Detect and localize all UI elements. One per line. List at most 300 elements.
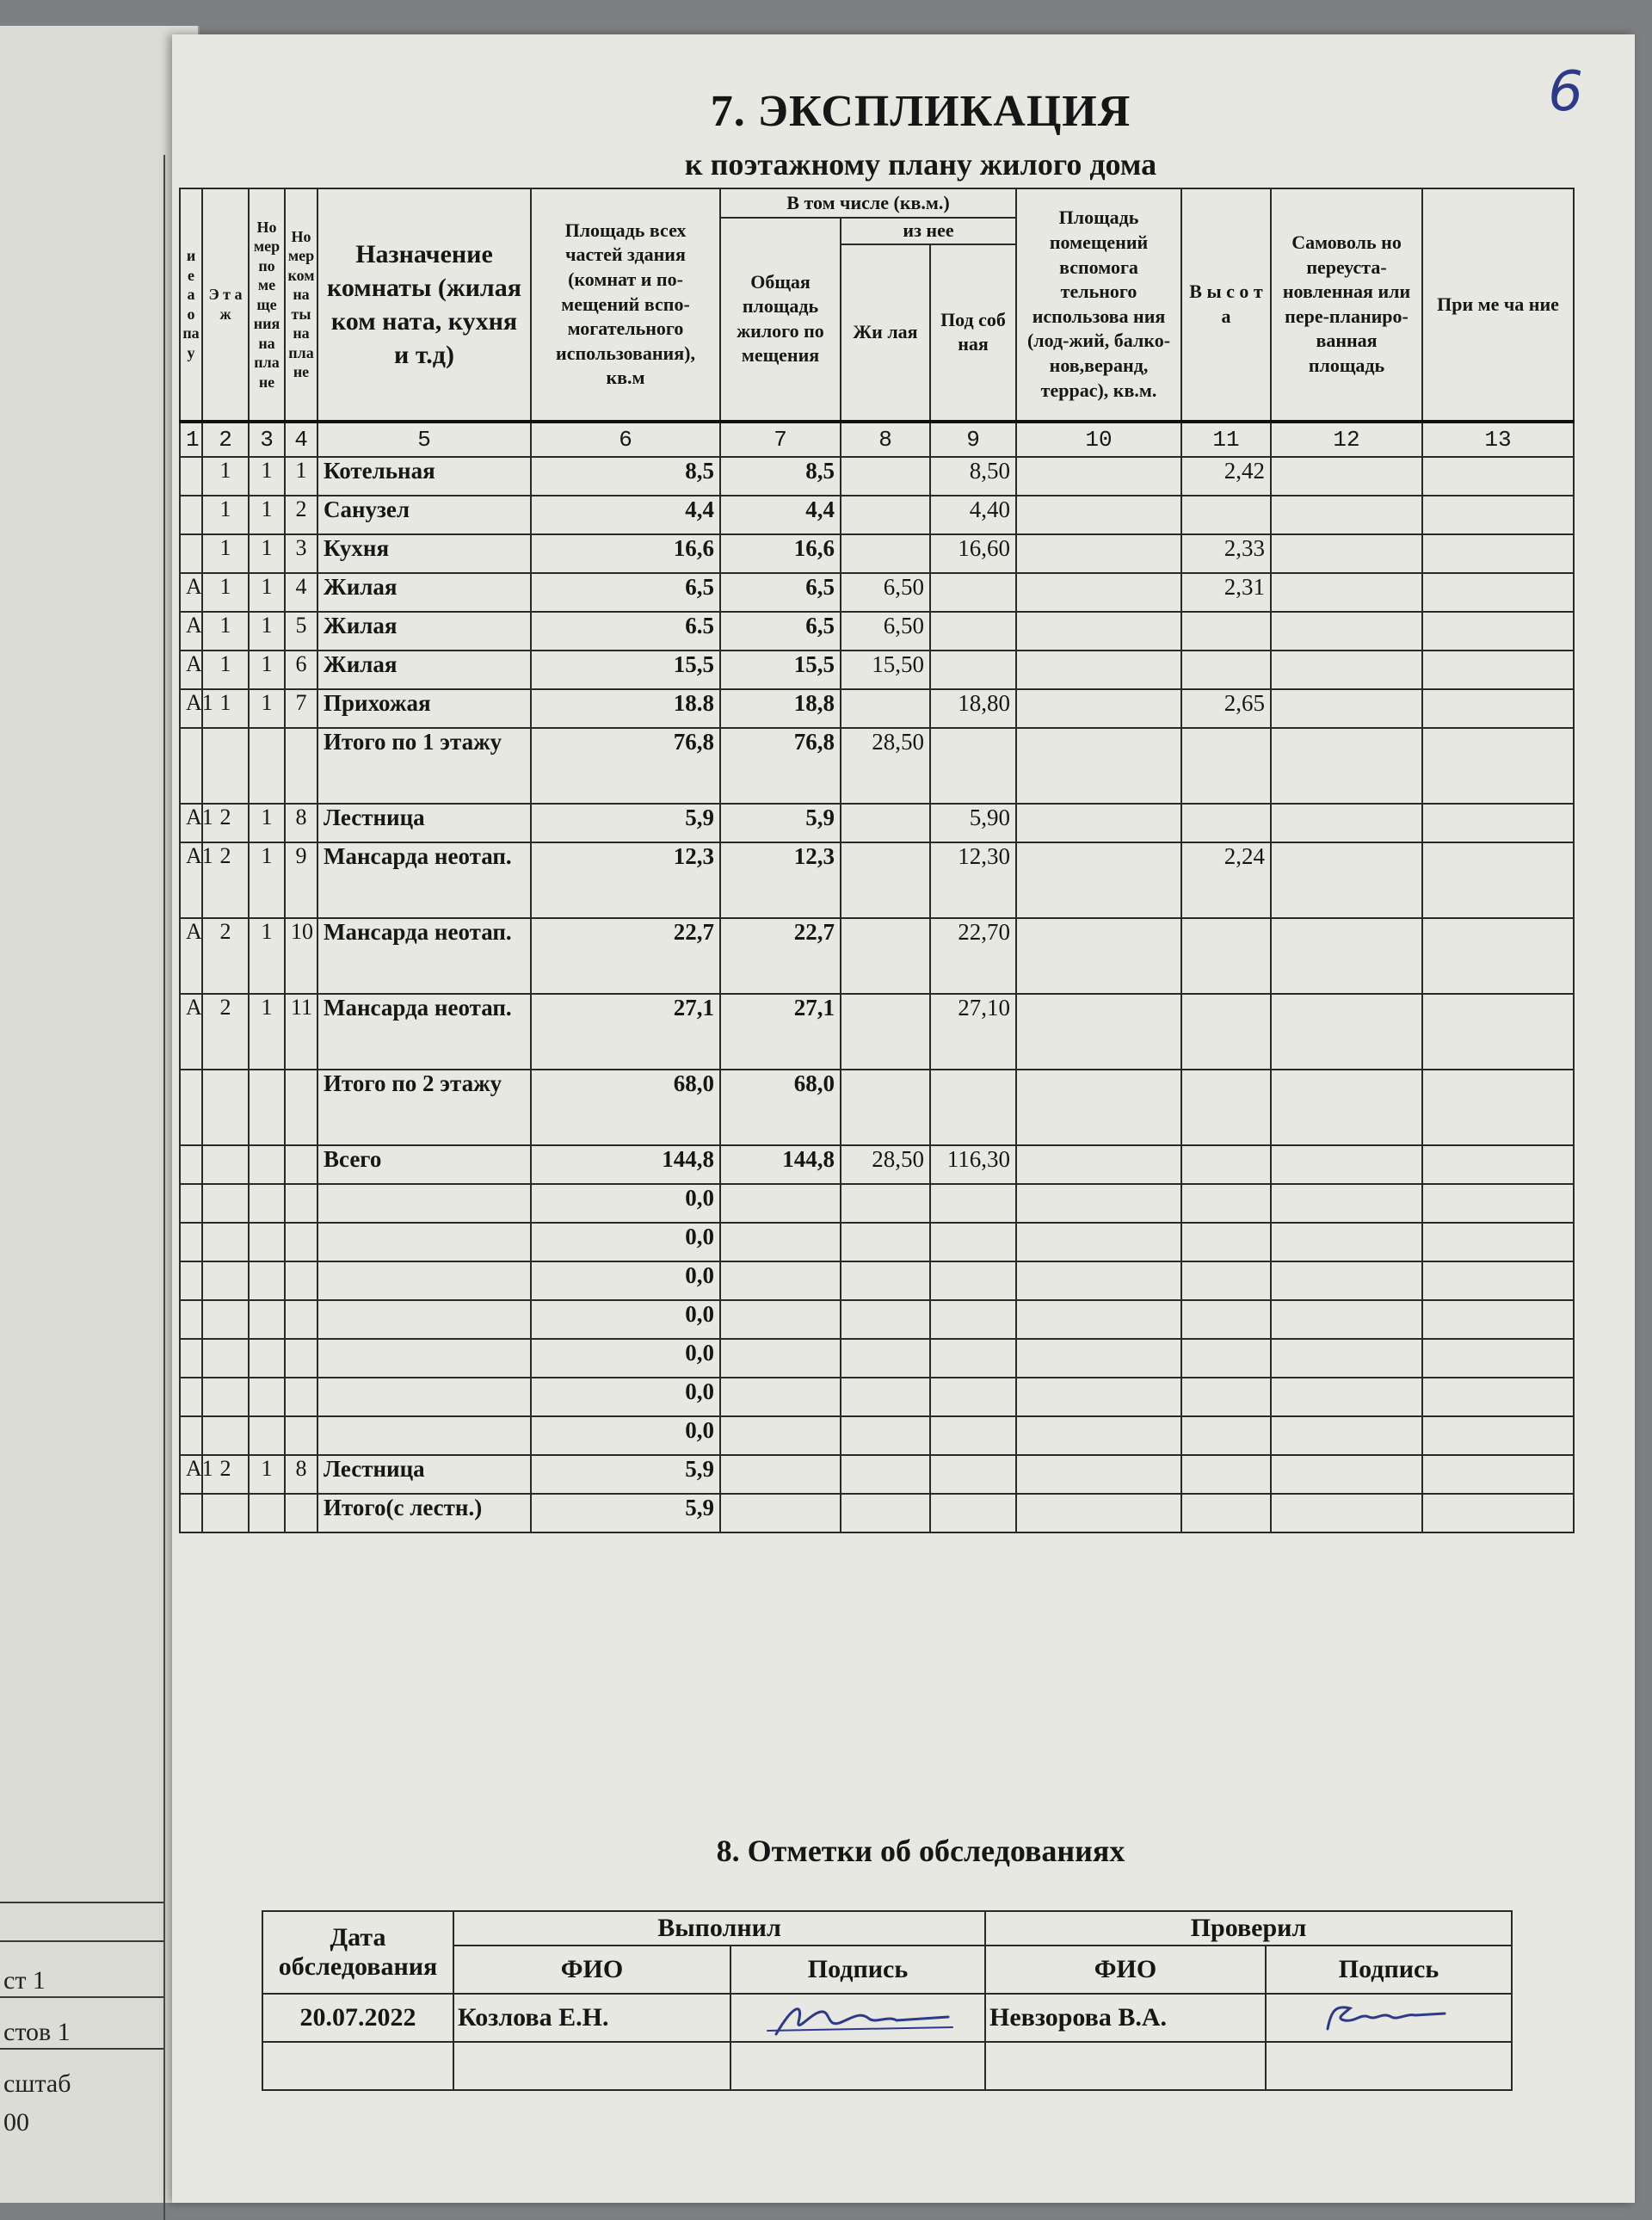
auxiliary-area-cell — [1016, 994, 1181, 1070]
room-no-cell: 1 — [249, 1455, 285, 1494]
chamber-no-cell — [285, 1494, 317, 1532]
notes-cell — [1422, 651, 1574, 689]
chamber-no-cell: 8 — [285, 1455, 317, 1494]
unauthorized-area-cell — [1271, 1339, 1422, 1378]
general-area-cell — [720, 1494, 841, 1532]
frame-line — [0, 1996, 163, 1998]
total-area-cell: 0,0 — [531, 1339, 720, 1378]
general-area-cell: 4,4 — [720, 496, 841, 534]
chamber-no-cell: 11 — [285, 994, 317, 1070]
auxiliary-area-cell — [1016, 1223, 1181, 1261]
table-row — [180, 918, 1574, 994]
general-area-cell: 22,7 — [720, 918, 841, 994]
column-number: 4 — [285, 422, 317, 457]
room-purpose-cell — [317, 1300, 531, 1339]
litera-cell — [180, 534, 202, 573]
general-area-cell — [720, 1300, 841, 1339]
total-area-cell: 15,5 — [531, 651, 720, 689]
height-cell — [1181, 1300, 1271, 1339]
litera-cell: А — [180, 994, 202, 1070]
room-purpose-cell: Кухня — [317, 534, 531, 573]
floor-cell — [202, 1339, 249, 1378]
notes-cell — [1422, 842, 1574, 918]
floor-cell: 2 — [202, 994, 249, 1070]
auxiliary-area-cell — [1016, 1145, 1181, 1184]
living-area-cell — [841, 1416, 930, 1455]
total-area-cell: 27,1 — [531, 994, 720, 1070]
header-purpose: Назначение комнаты (жилая ком ната, кухня и т.д) — [317, 188, 531, 422]
table-row — [180, 842, 1574, 918]
height-cell — [1181, 1494, 1271, 1532]
floor-cell — [202, 1300, 249, 1339]
auxiliary-area-cell — [1016, 1455, 1181, 1494]
living-area-cell — [841, 1261, 930, 1300]
litera-cell — [180, 1070, 202, 1145]
unauthorized-area-cell — [1271, 1300, 1422, 1339]
litera-cell — [180, 457, 202, 496]
header-total-area: Площадь всех частей здания (комнат и по-мещений вспо-могательного использования), кв.м — [531, 188, 720, 422]
survey-performed-signature-header: Подпись — [730, 1946, 985, 1994]
height-cell — [1181, 918, 1271, 994]
frame-line — [0, 1902, 163, 1903]
utility-area-cell — [930, 1070, 1016, 1145]
chamber-no-cell: 6 — [285, 651, 317, 689]
utility-area-cell — [930, 573, 1016, 612]
litera-cell — [180, 496, 202, 534]
room-purpose-cell: Мансарда неотап. — [317, 842, 531, 918]
height-cell — [1181, 804, 1271, 842]
floor-cell: 1 — [202, 689, 249, 728]
header-chamber-no: Но мер ком на ты на пла не — [285, 188, 317, 422]
living-area-cell — [841, 496, 930, 534]
table-row — [180, 1339, 1574, 1378]
utility-area-cell: 8,50 — [930, 457, 1016, 496]
room-no-cell — [249, 1223, 285, 1261]
chamber-no-cell — [285, 1223, 317, 1261]
unauthorized-area-cell — [1271, 1184, 1422, 1223]
survey-performed-header: Выполнил — [453, 1911, 985, 1946]
notes-cell — [1422, 918, 1574, 994]
column-number-row — [180, 422, 1574, 457]
room-purpose-cell — [317, 1184, 531, 1223]
table-header — [180, 188, 1574, 457]
height-cell — [1181, 1070, 1271, 1145]
unauthorized-area-cell — [1271, 1261, 1422, 1300]
litera-cell — [180, 1223, 202, 1261]
unauthorized-area-cell — [1271, 612, 1422, 651]
utility-area-cell — [930, 1378, 1016, 1416]
document-title: 7. ЭКСПЛИКАЦИЯ — [710, 87, 1131, 136]
chamber-no-cell: 9 — [285, 842, 317, 918]
living-area-cell — [841, 689, 930, 728]
notes-cell — [1422, 496, 1574, 534]
utility-area-cell: 16,60 — [930, 534, 1016, 573]
unauthorized-area-cell — [1271, 1494, 1422, 1532]
auxiliary-area-cell — [1016, 842, 1181, 918]
general-area-cell — [720, 1339, 841, 1378]
survey-date-value: 20.07.2022 — [262, 1994, 453, 2042]
chamber-no-cell — [285, 1339, 317, 1378]
previous-page — [0, 26, 200, 2203]
room-purpose-cell: Котельная — [317, 457, 531, 496]
floor-cell — [202, 1145, 249, 1184]
room-purpose-cell — [317, 1223, 531, 1261]
notes-cell — [1422, 1145, 1574, 1184]
litera-cell — [180, 728, 202, 804]
auxiliary-area-cell — [1016, 1070, 1181, 1145]
auxiliary-area-cell — [1016, 1261, 1181, 1300]
room-no-cell: 1 — [249, 842, 285, 918]
room-purpose-cell: Всего — [317, 1145, 531, 1184]
room-no-cell — [249, 1300, 285, 1339]
sheet-label: ст 1 — [3, 1966, 46, 1995]
living-area-cell: 28,50 — [841, 1145, 930, 1184]
height-cell: 2,31 — [1181, 573, 1271, 612]
total-area-cell: 144,8 — [531, 1145, 720, 1184]
room-no-cell: 1 — [249, 689, 285, 728]
general-area-cell: 6,5 — [720, 612, 841, 651]
section-8-title: 8. Отметки об обследованиях — [716, 1834, 1125, 1868]
notes-cell — [1422, 1416, 1574, 1455]
column-number: 8 — [841, 422, 930, 457]
utility-area-cell: 22,70 — [930, 918, 1016, 994]
chamber-no-cell: 4 — [285, 573, 317, 612]
general-area-cell: 8,5 — [720, 457, 841, 496]
chamber-no-cell — [285, 1145, 317, 1184]
room-no-cell: 1 — [249, 496, 285, 534]
height-cell — [1181, 1416, 1271, 1455]
room-purpose-cell: Жилая — [317, 612, 531, 651]
utility-area-cell: 4,40 — [930, 496, 1016, 534]
litera-cell: А1 — [180, 842, 202, 918]
height-cell — [1181, 496, 1271, 534]
height-cell — [1181, 1223, 1271, 1261]
notes-cell — [1422, 1184, 1574, 1223]
auxiliary-area-cell — [1016, 689, 1181, 728]
column-number: 10 — [1016, 422, 1181, 457]
chamber-no-cell — [285, 1300, 317, 1339]
total-area-cell: 4,4 — [531, 496, 720, 534]
general-area-cell: 6,5 — [720, 573, 841, 612]
litera-cell — [180, 1184, 202, 1223]
column-number: 11 — [1181, 422, 1271, 457]
room-purpose-cell — [317, 1416, 531, 1455]
utility-area-cell — [930, 651, 1016, 689]
survey-performed-signature — [730, 1994, 985, 2042]
room-no-cell: 1 — [249, 573, 285, 612]
notes-cell — [1422, 1223, 1574, 1261]
room-no-cell — [249, 728, 285, 804]
frame-line — [0, 1940, 163, 1942]
column-number: 7 — [720, 422, 841, 457]
litera-cell — [180, 1261, 202, 1300]
general-area-cell — [720, 1378, 841, 1416]
room-no-cell — [249, 1145, 285, 1184]
total-area-cell: 0,0 — [531, 1184, 720, 1223]
total-area-cell: 12,3 — [531, 842, 720, 918]
floor-cell — [202, 1184, 249, 1223]
table-row — [180, 1145, 1574, 1184]
unauthorized-area-cell — [1271, 1145, 1422, 1184]
unauthorized-area-cell — [1271, 689, 1422, 728]
notes-cell — [1422, 994, 1574, 1070]
floor-cell: 1 — [202, 612, 249, 651]
column-number: 6 — [531, 422, 720, 457]
table-row — [180, 1455, 1574, 1494]
previous-page-frame — [0, 155, 165, 2220]
table-row — [180, 1184, 1574, 1223]
living-area-cell — [841, 1378, 930, 1416]
floor-cell: 1 — [202, 496, 249, 534]
height-cell — [1181, 1145, 1271, 1184]
survey-empty-cell — [730, 2042, 985, 2090]
notes-cell — [1422, 1339, 1574, 1378]
living-area-cell — [841, 1070, 930, 1145]
room-purpose-cell — [317, 1339, 531, 1378]
unauthorized-area-cell — [1271, 573, 1422, 612]
utility-area-cell — [930, 1223, 1016, 1261]
auxiliary-area-cell — [1016, 1416, 1181, 1455]
room-no-cell — [249, 1261, 285, 1300]
chamber-no-cell: 8 — [285, 804, 317, 842]
utility-area-cell: 116,30 — [930, 1145, 1016, 1184]
unauthorized-area-cell — [1271, 651, 1422, 689]
auxiliary-area-cell — [1016, 496, 1181, 534]
room-purpose-cell: Санузел — [317, 496, 531, 534]
floor-cell: 2 — [202, 918, 249, 994]
total-area-cell: 6,5 — [531, 573, 720, 612]
auxiliary-area-cell — [1016, 1300, 1181, 1339]
height-cell — [1181, 1184, 1271, 1223]
floor-cell — [202, 1070, 249, 1145]
header-height: В ы с о т а — [1181, 188, 1271, 422]
survey-performed-fio-header: ФИО — [453, 1946, 730, 1994]
litera-cell — [180, 1494, 202, 1532]
unauthorized-area-cell — [1271, 1070, 1422, 1145]
utility-area-cell — [930, 1455, 1016, 1494]
litera-cell — [180, 1145, 202, 1184]
header-floor: Э т а ж — [202, 188, 249, 422]
signature-kozlova — [759, 1996, 957, 2039]
table-row — [180, 534, 1574, 573]
living-area-cell — [841, 1184, 930, 1223]
room-no-cell — [249, 1070, 285, 1145]
general-area-cell: 18,8 — [720, 689, 841, 728]
general-area-cell: 68,0 — [720, 1070, 841, 1145]
floor-cell: 2 — [202, 804, 249, 842]
total-area-cell: 0,0 — [531, 1223, 720, 1261]
living-area-cell — [841, 534, 930, 573]
auxiliary-area-cell — [1016, 612, 1181, 651]
chamber-no-cell — [285, 1184, 317, 1223]
general-area-cell — [720, 1416, 841, 1455]
total-area-cell: 6.5 — [531, 612, 720, 651]
total-area-cell: 0,0 — [531, 1300, 720, 1339]
table-row — [180, 1378, 1574, 1416]
room-purpose-cell: Итого по 1 этажу — [317, 728, 531, 804]
height-cell: 2,24 — [1181, 842, 1271, 918]
notes-cell — [1422, 728, 1574, 804]
unauthorized-area-cell — [1271, 994, 1422, 1070]
litera-cell: А — [180, 573, 202, 612]
room-purpose-cell: Лестница — [317, 804, 531, 842]
survey-empty-cell — [262, 2042, 453, 2090]
living-area-cell: 6,50 — [841, 612, 930, 651]
explication-table — [179, 188, 1575, 1533]
survey-checked-signature-header: Подпись — [1266, 1946, 1512, 1994]
height-cell — [1181, 1339, 1271, 1378]
chamber-no-cell: 2 — [285, 496, 317, 534]
living-area-cell: 6,50 — [841, 573, 930, 612]
room-no-cell — [249, 1416, 285, 1455]
utility-area-cell: 12,30 — [930, 842, 1016, 918]
header-living: Жи лая — [841, 244, 930, 422]
floor-cell — [202, 1223, 249, 1261]
floor-cell: 2 — [202, 842, 249, 918]
survey-checked-signature — [1266, 1994, 1512, 2042]
notes-cell — [1422, 689, 1574, 728]
height-cell — [1181, 612, 1271, 651]
height-cell: 2,33 — [1181, 534, 1271, 573]
header-of-which: из нее — [841, 218, 1016, 244]
header-room-no: Но мер по ме ще ния на пла не — [249, 188, 285, 422]
living-area-cell — [841, 1300, 930, 1339]
notes-cell — [1422, 1261, 1574, 1300]
column-number: 2 — [202, 422, 249, 457]
general-area-cell: 76,8 — [720, 728, 841, 804]
chamber-no-cell: 5 — [285, 612, 317, 651]
room-no-cell: 1 — [249, 804, 285, 842]
survey-table — [262, 1910, 1513, 2091]
document-page — [172, 34, 1635, 2203]
litera-cell: А1 — [180, 689, 202, 728]
total-area-cell: 0,0 — [531, 1378, 720, 1416]
living-area-cell — [841, 804, 930, 842]
auxiliary-area-cell — [1016, 651, 1181, 689]
unauthorized-area-cell — [1271, 1455, 1422, 1494]
floor-cell: 2 — [202, 1455, 249, 1494]
room-purpose-cell — [317, 1261, 531, 1300]
header-litera: и е а о па у — [180, 188, 202, 422]
litera-cell — [180, 1378, 202, 1416]
table-row — [180, 1261, 1574, 1300]
utility-area-cell: 18,80 — [930, 689, 1016, 728]
general-area-cell: 27,1 — [720, 994, 841, 1070]
column-number: 1 — [180, 422, 202, 457]
column-number: 12 — [1271, 422, 1422, 457]
auxiliary-area-cell — [1016, 918, 1181, 994]
table-row — [180, 689, 1574, 728]
living-area-cell — [841, 1455, 930, 1494]
total-area-cell: 16,6 — [531, 534, 720, 573]
general-area-cell: 15,5 — [720, 651, 841, 689]
unauthorized-area-cell — [1271, 1378, 1422, 1416]
utility-area-cell: 5,90 — [930, 804, 1016, 842]
column-number: 13 — [1422, 422, 1574, 457]
height-cell — [1181, 994, 1271, 1070]
header-unauthorized-area: Самоволь но переуста-новленная или пере-планиро-ванная площадь — [1271, 188, 1422, 422]
litera-cell: А — [180, 612, 202, 651]
chamber-no-cell — [285, 1261, 317, 1300]
living-area-cell — [841, 1339, 930, 1378]
room-purpose-cell: Жилая — [317, 651, 531, 689]
scale-label: сштаб — [3, 2069, 71, 2098]
notes-cell — [1422, 1070, 1574, 1145]
room-purpose-cell: Прихожая — [317, 689, 531, 728]
room-no-cell — [249, 1184, 285, 1223]
survey-checked-header: Проверил — [985, 1911, 1512, 1946]
notes-cell — [1422, 804, 1574, 842]
total-area-cell: 68,0 — [531, 1070, 720, 1145]
table-row — [180, 651, 1574, 689]
survey-empty-cell — [453, 2042, 730, 2090]
chamber-no-cell — [285, 1378, 317, 1416]
height-cell — [1181, 1455, 1271, 1494]
total-area-cell: 5,9 — [531, 1455, 720, 1494]
table-row — [180, 728, 1574, 804]
litera-cell: А1 — [180, 804, 202, 842]
floor-cell: 1 — [202, 457, 249, 496]
utility-area-cell — [930, 1339, 1016, 1378]
room-purpose-cell: Итого по 2 этажу — [317, 1070, 531, 1145]
height-cell — [1181, 728, 1271, 804]
header-auxiliary-area: Площадь помещений вспомога тельного использова ния (лод-жий, балко-нов,веранд, террас), кв.м. — [1016, 188, 1181, 422]
total-area-cell: 5,9 — [531, 804, 720, 842]
unauthorized-area-cell — [1271, 804, 1422, 842]
total-area-cell: 0,0 — [531, 1261, 720, 1300]
column-number: 9 — [930, 422, 1016, 457]
floor-cell: 1 — [202, 651, 249, 689]
room-purpose-cell: Мансарда неотап. — [317, 918, 531, 994]
chamber-no-cell: 7 — [285, 689, 317, 728]
table-row — [180, 994, 1574, 1070]
table-row — [180, 612, 1574, 651]
total-area-cell: 18.8 — [531, 689, 720, 728]
table-row — [180, 1300, 1574, 1339]
auxiliary-area-cell — [1016, 1184, 1181, 1223]
auxiliary-area-cell — [1016, 1494, 1181, 1532]
utility-area-cell — [930, 1184, 1016, 1223]
room-purpose-cell: Лестница — [317, 1455, 531, 1494]
living-area-cell — [841, 1223, 930, 1261]
living-area-cell — [841, 457, 930, 496]
unauthorized-area-cell — [1271, 918, 1422, 994]
table-row — [180, 804, 1574, 842]
room-no-cell — [249, 1494, 285, 1532]
table-row — [180, 573, 1574, 612]
survey-date-header: Дата обследования — [262, 1911, 453, 1994]
survey-performed-fio: Козлова Е.Н. — [453, 1994, 730, 2042]
litera-cell — [180, 1300, 202, 1339]
notes-cell — [1422, 1455, 1574, 1494]
auxiliary-area-cell — [1016, 573, 1181, 612]
room-no-cell: 1 — [249, 534, 285, 573]
room-no-cell: 1 — [249, 918, 285, 994]
table-row — [180, 1223, 1574, 1261]
table-row — [180, 1070, 1574, 1145]
column-number: 5 — [317, 422, 531, 457]
auxiliary-area-cell — [1016, 534, 1181, 573]
general-area-cell: 16,6 — [720, 534, 841, 573]
notes-cell — [1422, 1300, 1574, 1339]
litera-cell: А — [180, 918, 202, 994]
room-no-cell — [249, 1339, 285, 1378]
utility-area-cell — [930, 1494, 1016, 1532]
utility-area-cell — [930, 728, 1016, 804]
general-area-cell — [720, 1455, 841, 1494]
floor-cell: 1 — [202, 573, 249, 612]
height-cell — [1181, 1261, 1271, 1300]
